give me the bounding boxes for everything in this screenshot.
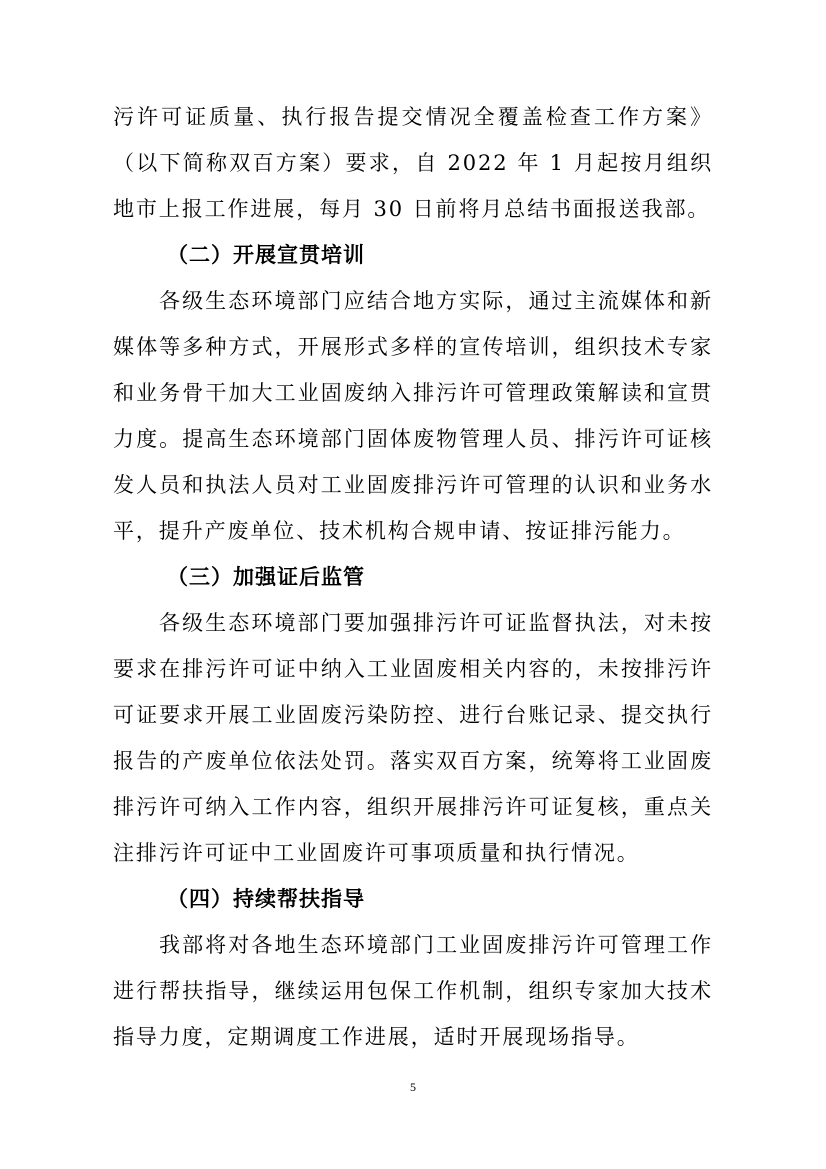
paragraph-continuation: 污许可证质量、执行报告提交情况全覆盖检查工作方案》（以下简称双百方案）要求，自 2022 年 1 月起按月组织地市上报工作进展，每月 30 日前将月总结书面报送我部。 <box>113 105 713 221</box>
page-number: 5 <box>410 1080 416 1094</box>
section-heading-2: （二）开展宣贯培训 <box>167 243 365 267</box>
paragraph-training: 各级生态环境部门应结合地方实际，通过主流媒体和新媒体等多种方式，开展形式多样的宣传培训，组织技术专家和业务骨干加大工业固废纳入排污许可管理政策解读和宣贯力度。提高生态环境部门固体废物管理人员、排污许可证核发人员和执法人员对工业固废排污许可管理的认识和业务水平，提升产废单位、技术机构合规申请、按证排污能力。 <box>113 289 713 543</box>
page-content <box>113 94 713 1060</box>
section-heading-3: （三）加强证后监管 <box>167 565 365 589</box>
paragraph-guidance: 我部将对各地生态环境部门工业固废排污许可管理工作进行帮扶指导，继续运用包保工作机制，组织专家加大技术指导力度，定期调度工作进展，适时开展现场指导。 <box>113 933 713 1049</box>
section-heading-4: （四）持续帮扶指导 <box>167 887 365 911</box>
paragraph-supervision: 各级生态环境部门要加强排污许可证监督执法，对未按要求在排污许可证中纳入工业固废相关内容的，未按排污许可证要求开展工业固废污染防控、进行台账记录、提交执行报告的产废单位依法处罚。落实双百方案，统筹将工业固废排污许可纳入工作内容，组织开展排污许可证复核，重点关注排污许可证中工业固废许可事项质量和执行情况。 <box>113 611 713 865</box>
